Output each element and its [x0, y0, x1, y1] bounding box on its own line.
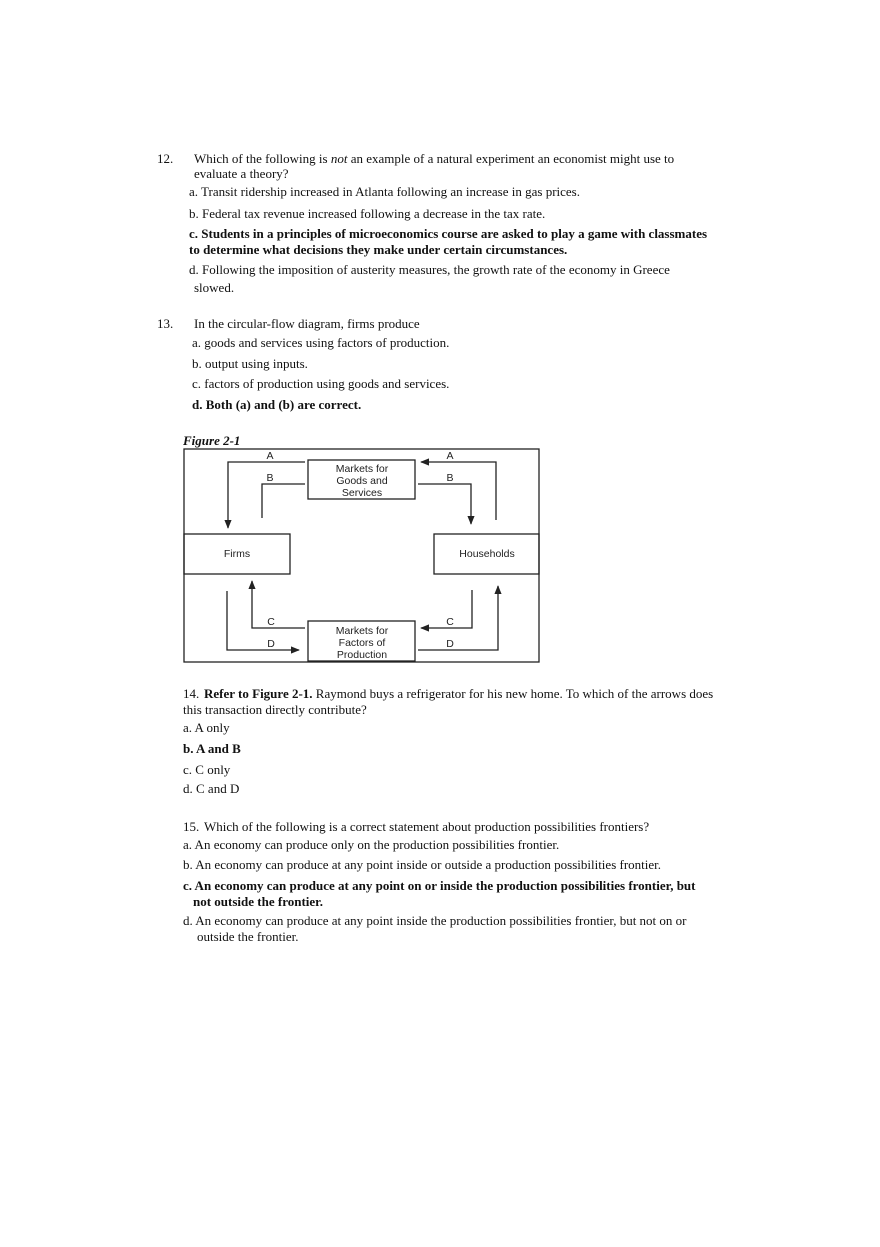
arrow-a-top-right [421, 462, 496, 520]
label-b-left: B [266, 472, 274, 484]
question-stem [184, 686, 713, 701]
question-stem: Which of the following is a correct statement about production possibilities frontiers? [204, 819, 650, 834]
label-a-right: A [446, 450, 454, 462]
factor-market-label-1: Markets for [335, 625, 389, 637]
label-b-right: B [446, 472, 454, 484]
figure-caption: Figure 2-1 [183, 433, 241, 448]
option-a: a. A only [183, 720, 230, 735]
label-c-left: C [267, 616, 275, 628]
factor-market-label-3: Production [336, 649, 388, 661]
option-d: d. Following the imposition of austerity measures, the growth rate of the economy in Greece [189, 262, 670, 277]
households-label: Households [459, 548, 515, 560]
arrow-d-bottom-right [418, 586, 498, 650]
option-a: a. An economy can produce only on the production possibilities frontier. [183, 837, 560, 852]
arrow-c-bottom-left [252, 581, 305, 628]
option-b: b. Federal tax revenue increased following a decrease in the tax rate. [189, 206, 546, 221]
question-stem-line2: this transaction directly contribute? [183, 702, 367, 717]
arrow-b-top-left [262, 484, 305, 518]
question-number: 15. [183, 819, 200, 834]
goods-market-label-3: Services [341, 487, 383, 499]
option-b: b. output using inputs. [192, 356, 308, 371]
option-d-line2: outside the frontier. [197, 929, 299, 944]
label-c-right: C [446, 616, 454, 628]
option-a: a. Transit ridership increased in Atlanta following an increase in gas prices. [189, 184, 580, 199]
figure-reference: Refer to Figure 2-1. [204, 686, 313, 701]
option-c: c. C only [183, 762, 231, 777]
question-number: 12. [157, 151, 174, 166]
question-number: 14. [183, 686, 200, 701]
question-stem: In the circular-flow diagram, firms produce [194, 316, 420, 331]
firms-label: Firms [223, 548, 251, 560]
question-number: 13. [157, 316, 174, 331]
option-b: b. An economy can produce at any point inside or outside a production possibilities frontier. [183, 857, 662, 872]
option-d: d. An economy can produce at any point inside the production possibilities frontier, but not on or [183, 913, 687, 928]
option-d: d. C and D [183, 781, 240, 796]
stem-emphasis: not [330, 151, 348, 166]
option-d-correct: d. Both (a) and (b) are correct. [192, 397, 362, 412]
option-c-correct: c. An economy can produce at any point on or inside the production possibilities frontier, but [183, 878, 696, 893]
stem-text: Which of the following is [194, 151, 331, 166]
label-a-left: A [266, 450, 274, 462]
goods-market-label-1: Markets for [335, 463, 389, 475]
option-a: a. goods and services using factors of production. [192, 335, 450, 350]
option-c-correct: c. Students in a principles of microeconomics course are asked to play a game with classmates [189, 226, 708, 241]
option-c-correct-line2: not outside the frontier. [193, 894, 323, 909]
option-c-correct-line2: to determine what decisions they make under certain circumstances. [189, 242, 568, 257]
option-c: c. factors of production using goods and services. [192, 376, 450, 391]
factor-market-label-2: Factors of [338, 637, 386, 649]
stem-text: Raymond buys a refrigerator for his new home. To which of the arrows does [312, 686, 714, 701]
stem-text: an example of a natural experiment an economist might use to [347, 151, 675, 166]
option-d-line2: slowed. [194, 280, 235, 295]
label-d-right: D [446, 638, 454, 650]
label-d-left: D [267, 638, 275, 650]
arrow-b-top-right [418, 484, 471, 524]
question-stem-line2: evaluate a theory? [194, 166, 289, 181]
arrow-d-bottom-left [227, 591, 299, 650]
goods-market-label-2: Goods and [336, 475, 388, 487]
option-b-correct: b. A and B [183, 741, 241, 756]
